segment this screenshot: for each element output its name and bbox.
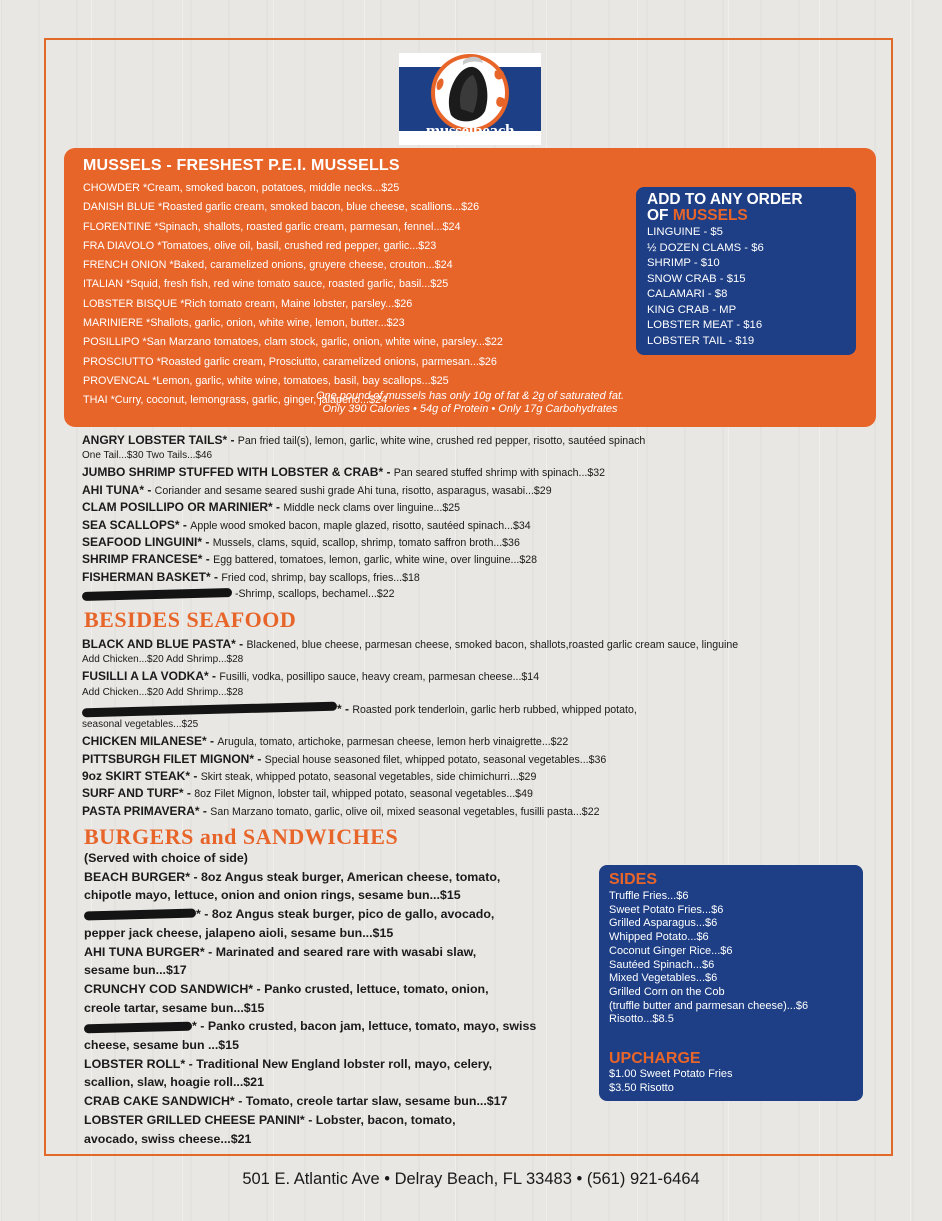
burger-text: sesame bun...$17	[84, 963, 187, 978]
redacted-mark	[82, 588, 232, 601]
addon-item: LINGUINE - $5	[647, 226, 723, 238]
menu-item	[82, 668, 738, 685]
besides-seafood-heading: BESIDES SEAFOOD	[84, 607, 297, 632]
nutrition-line-1: One pound of mussels has only 10g of fat & 2g of saturated fat.	[315, 390, 625, 402]
addon-list	[647, 225, 764, 349]
addon-heading-line1: ADD TO ANY ORDER	[647, 191, 803, 208]
mussels-list	[83, 179, 503, 411]
menu-item-name: CHICKEN MILANESE	[82, 734, 203, 749]
besides-section	[82, 636, 738, 820]
menu-item-desc: -Shrimp, scallops, bechamel...$22	[232, 588, 395, 601]
upcharge-heading: UPCHARGE	[609, 1050, 701, 1067]
menu-item-desc: Skirt steak, whipped potato, seasonal vegetables, side chimichurri...$29	[200, 770, 537, 783]
menu-item	[82, 464, 645, 481]
menu-item-desc: Roasted pork tenderloin, garlic herb rubbed, whipped potato,	[352, 703, 637, 716]
nutrition-note	[64, 390, 876, 416]
menu-item-name: FISHERMAN BASKET	[82, 569, 207, 584]
menu-item	[82, 499, 645, 516]
burger-line	[84, 1036, 604, 1055]
menu-item	[82, 517, 645, 534]
burger-line	[84, 886, 604, 905]
mussels-title: MUSSELS - FRESHEST P.E.I. MUSSELLS	[83, 157, 400, 174]
menu-item-desc: Pan seared stuffed shrimp with spinach...$32	[393, 467, 606, 480]
menu-item-desc: Coriander and sesame seared sushi grade Ahi tuna, risotto, asparagus, wasabi...$29	[154, 484, 552, 497]
menu-item-desc: Arugula, tomato, artichoke, parmesan cheese, lemon herb vinaigrette...$22	[217, 736, 569, 749]
addon-heading-line2	[647, 208, 803, 224]
burger-line	[84, 1073, 604, 1092]
redacted-mark	[84, 1021, 192, 1033]
mussel-item: ITALIAN *Squid, fresh fish, red wine tomato sauce, roasted garlic, basil...$25	[83, 278, 449, 291]
burger-line	[84, 1111, 604, 1130]
menu-item-separator: * -	[139, 482, 155, 497]
addon-panel	[636, 187, 856, 355]
side-item: Grilled Asparagus...$6	[609, 917, 718, 930]
menu-item-separator: * -	[337, 701, 353, 716]
seafood-section	[82, 432, 645, 604]
menu-item-name: PASTA PRIMAVERA	[82, 803, 195, 818]
burger-text: CRUNCHY COD SANDWICH* - Panko crusted, lettuce, tomato, onion,	[84, 981, 489, 996]
menu-item-note: Add Chicken...$20 Add Shrimp...$28	[82, 686, 244, 698]
menu-item	[82, 482, 645, 499]
menu-item	[82, 733, 738, 750]
side-item: Coconut Ginger Rice...$6	[609, 944, 733, 957]
burger-text: BEACH BURGER* - 8oz Angus steak burger, American cheese, tomato,	[84, 869, 501, 884]
upcharge-item: $1.00 Sweet Potato Fries	[609, 1068, 733, 1080]
side-item: (truffle butter and parmesan cheese)...$6	[609, 999, 809, 1012]
menu-item-desc: Egg battered, tomatoes, lemon, garlic, white wine, over linguine...$28	[213, 554, 538, 567]
menu-item	[82, 586, 645, 603]
menu-item-name: SEA SCALLOPS	[82, 517, 175, 532]
menu-item	[82, 432, 645, 449]
mussel-item: CHOWDER *Cream, smoked bacon, potatoes, middle necks...$25	[83, 182, 400, 194]
side-item: Risotto...$8.5	[609, 1013, 674, 1026]
menu-item-name: JUMBO SHRIMP STUFFED WITH LOBSTER & CRAB	[82, 465, 379, 480]
burger-line	[84, 980, 604, 999]
menu-item-name: BLACK AND BLUE PASTA	[82, 637, 232, 651]
mussel-item: PROSCIUTTO *Roasted garlic cream, Prosciutto, caramelized onions, parmesan...$26	[83, 355, 497, 368]
logo-tagline: restaurant	[510, 139, 533, 145]
menu-item-desc: 8oz Filet Mignon, lobster tail, whipped potato, seasonal vegetables...$49	[194, 788, 533, 801]
burger-text: chipotle mayo, lettuce, onion and onion rings, sesame bun...$15	[84, 888, 461, 903]
menu-item-note: seasonal vegetables...$25	[82, 719, 199, 731]
burger-text: AHI TUNA BURGER* - Marinated and seared rare with wasabi slaw,	[84, 944, 477, 959]
mussel-item: THAI *Curry, coconut, lemongrass, garlic, ginger, jalapeno...$24	[83, 394, 388, 407]
menu-item-desc: Fusilli, vodka, posillipo sauce, heavy cream, parmesan cheese...$14	[219, 671, 540, 684]
menu-item-name: FUSILLI A LA VODKA	[82, 669, 204, 684]
addon-heading-mussels: MUSSELS	[672, 207, 748, 224]
burger-text: creole tartar, sesame bun...$15	[84, 1000, 265, 1015]
mussel-item: FLORENTINE *Spinach, shallots, roasted garlic cream, parmesan, fennel...$24	[83, 220, 461, 233]
menu-item-desc: Fried cod, shrimp, bay scallops, fries...$18	[221, 571, 420, 584]
menu-item-separator: * -	[249, 751, 265, 766]
menu-item-name: SHRIMP FRANCESE	[82, 552, 198, 567]
menu-item-desc: Blackened, blue cheese, parmesan cheese, smoked bacon, shallots,roasted garlic cream sauce, linguine	[246, 639, 739, 651]
burger-line	[84, 961, 604, 980]
burger-line	[84, 924, 604, 943]
addon-item: ½ DOZEN CLAMS - $6	[647, 241, 764, 254]
burger-text: * - 8oz Angus steak burger, pico de gallo, avocado,	[196, 907, 495, 922]
menu-item-name: 9oz SKIRT STEAK	[82, 768, 186, 783]
menu-item-separator: * -	[231, 637, 247, 651]
burger-line	[84, 1092, 604, 1111]
menu-item-separator: * -	[194, 803, 211, 818]
burger-line	[84, 1130, 604, 1149]
menu-item-desc: Apple wood smoked bacon, maple glazed, risotto, sautéed spinach...$34	[190, 519, 531, 532]
addon-item: LOBSTER MEAT - $16	[647, 319, 763, 331]
menu-item-separator: * -	[378, 465, 394, 480]
burger-line	[84, 943, 604, 962]
menu-item-name: SEAFOOD LINGUINI	[82, 534, 198, 549]
mussel-item: LOBSTER BISQUE *Rich tomato cream, Maine lobster, parsley...$26	[83, 297, 413, 310]
menu-item-name: SURF AND TURF	[82, 786, 179, 801]
burger-text: (Served with choice of side)	[84, 851, 248, 865]
footer-address: 501 E. Atlantic Ave • Delray Beach, FL 33483 • (561) 921-6464	[242, 1170, 700, 1188]
burger-text: LOBSTER ROLL* - Traditional New England lobster roll, mayo, celery,	[84, 1056, 493, 1071]
addon-item: CALAMARI - $8	[647, 288, 728, 300]
burger-line	[84, 1055, 604, 1074]
mussel-item: FRA DIAVOLO *Tomatoes, olive oil, basil, crushed red pepper, garlic...$23	[83, 239, 437, 252]
menu-item-separator: * -	[222, 433, 238, 447]
logo-wordmark: musselbeach	[425, 121, 515, 140]
menu-item-separator: * -	[185, 768, 201, 783]
nutrition-line-2: Only 390 Calories • 54g of Protein • Only 17g Carbohydrates	[322, 403, 618, 415]
menu-item-separator: * -	[268, 500, 284, 515]
side-item: Sweet Potato Fries...$6	[609, 903, 724, 916]
side-item: Sautéed Spinach...$6	[609, 958, 715, 971]
burger-text: * - Panko crusted, bacon jam, lettuce, tomato, mayo, swiss	[192, 1019, 537, 1034]
addon-item: SNOW CRAB - $15	[647, 272, 746, 285]
burger-line	[84, 905, 604, 924]
menu-item	[82, 569, 645, 586]
menu-item-separator: * -	[178, 786, 195, 801]
upcharge-list	[609, 1068, 733, 1095]
menu-item	[82, 701, 738, 718]
burger-text: cheese, sesame bun ...$15	[84, 1038, 239, 1053]
sides-heading: SIDES	[609, 871, 658, 888]
menu-item-note: One Tail...$30 Two Tails...$46	[82, 450, 213, 462]
menu-item	[82, 551, 645, 568]
addon-item: SHRIMP - $10	[647, 257, 720, 269]
menu-item	[82, 803, 738, 820]
menu-item-name: ANGRY LOBSTER TAILS	[82, 433, 223, 447]
redacted-mark	[82, 702, 337, 718]
burger-text: LOBSTER GRILLED CHEESE PANINI* - Lobster, bacon, tomato,	[84, 1112, 456, 1127]
menu-item	[82, 534, 645, 551]
mussel-item: MARINIERE *Shallots, garlic, onion, white wine, lemon, butter...$23	[83, 317, 405, 330]
menu-item-desc: Special house seasoned filet, whipped potato, seasonal vegetables...$36	[264, 753, 607, 766]
mussel-item: POSILLIPO *San Marzano tomatoes, clam stock, garlic, onion, white wine, parsley...$22	[83, 336, 503, 349]
menu-item-separator: * -	[206, 569, 222, 584]
menu-item-separator: * -	[197, 552, 214, 567]
menu-item-name: PITTSBURGH FILET MIGNON	[82, 751, 250, 766]
mussel-item: FRENCH ONION *Baked, caramelized onions, gruyere cheese, crouton...$24	[83, 259, 453, 272]
burger-text: avocado, swiss cheese...$21	[84, 1131, 252, 1146]
mussel-item: DANISH BLUE *Roasted garlic cream, smoked bacon, blue cheese, scallions...$26	[83, 201, 480, 214]
addon-heading	[647, 192, 803, 224]
menu-item-separator: * -	[174, 517, 191, 532]
side-item: Grilled Corn on the Cob	[609, 985, 725, 998]
menu-item	[82, 785, 738, 802]
menu-item	[82, 768, 738, 785]
side-item: Mixed Vegetables...$6	[609, 972, 718, 985]
restaurant-logo	[399, 53, 541, 145]
menu-item	[82, 751, 738, 768]
burger-line	[84, 868, 604, 887]
addon-item: KING CRAB - MP	[647, 303, 737, 316]
menu-item-desc: San Marzano tomato, garlic, olive oil, mixed seasonal vegetables, fusilli pasta...$22	[210, 805, 600, 818]
menu-item-separator: * -	[204, 669, 220, 684]
upcharge-item: $3.50 Risotto	[609, 1081, 674, 1094]
menu-item-name: CLAM POSILLIPO OR MARINIER	[82, 500, 268, 515]
menu-item-desc: Middle neck clams over linguine...$25	[283, 502, 460, 515]
burger-text: pepper jack cheese, jalapeno aioli, sesame bun...$15	[84, 925, 394, 940]
addon-item: LOBSTER TAIL - $19	[647, 334, 755, 347]
menu-item-separator: * -	[197, 534, 213, 549]
sides-panel	[599, 865, 863, 1101]
menu-item-note: Add Chicken...$20 Add Shrimp...$28	[82, 654, 244, 666]
sides-list	[609, 890, 808, 1027]
redacted-mark	[84, 909, 196, 921]
side-item: Whipped Potato...$6	[609, 931, 709, 944]
menu-item-separator: * -	[202, 734, 218, 749]
side-item: Truffle Fries...$6	[609, 890, 689, 902]
burger-text: scallion, slaw, hoagie roll...$21	[84, 1075, 264, 1090]
burger-line	[84, 999, 604, 1018]
menu-item-name: AHI TUNA	[82, 482, 140, 497]
burger-line	[84, 1017, 604, 1036]
menu-item	[82, 636, 738, 653]
burgers-section	[84, 849, 604, 1148]
addon-heading-of: OF	[647, 207, 673, 224]
mussel-item: PROVENCAL *Lemon, garlic, white wine, tomatoes, basil, bay scallops...$25	[83, 374, 449, 387]
menu-item-desc: Mussels, clams, squid, scallop, shrimp, tomato saffron broth...$36	[212, 536, 520, 549]
burger-line	[84, 849, 604, 868]
burger-text: CRAB CAKE SANDWICH* - Tomato, creole tartar slaw, sesame bun...$17	[84, 1094, 508, 1109]
burgers-heading: BURGERS and SANDWICHES	[84, 824, 399, 849]
menu-item-desc: Pan fried tail(s), lemon, garlic, white wine, crushed red pepper, risotto, sautéed spinach	[237, 435, 646, 447]
